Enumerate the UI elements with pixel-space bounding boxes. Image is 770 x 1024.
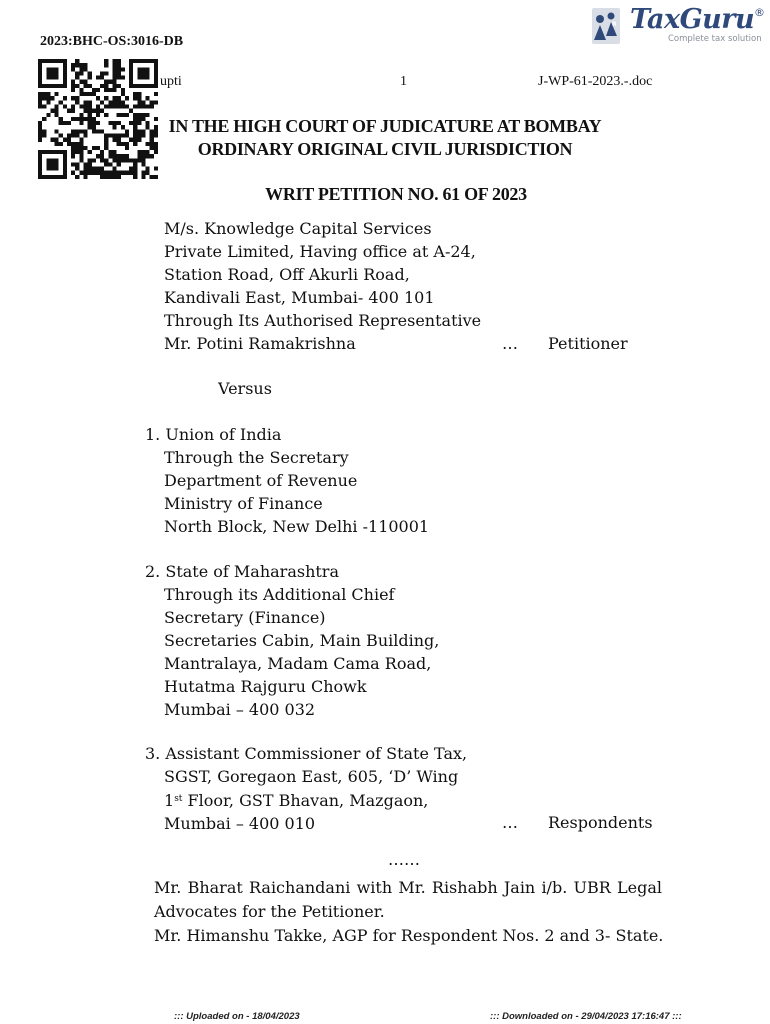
respondents-dots: … [502,813,518,832]
respondent-1-block [145,423,429,538]
floor-suffix: st [174,794,183,804]
counsel-line-3: Mr. Himanshu Takke, AGP for Respondent Nos. 2 and 3- State. [154,926,664,945]
counsel-line-2: Advocates for the Petitioner. [154,902,385,921]
respondent-line: Department of Revenue [164,471,358,490]
taxguru-logo [590,6,766,48]
petitioner-block [164,217,481,355]
counsel-word: Mr. [154,878,182,897]
respondent-3-block [145,742,467,835]
respondent-line: North Block, New Delhi -110001 [164,517,430,536]
petitioner-dots: … [502,334,518,353]
respondent-line: SGST, Goregaon East, 605, ‘D’ Wing [164,767,459,786]
versus-label: Versus [218,379,272,398]
petitioner-line: Through Its Authorised Representative [164,311,482,330]
respondent-line: 2. State of Maharashtra [145,562,339,581]
svg-text:R: R [612,21,617,28]
petitioner-line: Kandivali East, Mumbai- 400 101 [164,288,435,307]
respondents-role: Respondents [548,813,653,832]
counsel-word: Raichandani [248,878,351,897]
case-reference: 2023:BHC-OS:3016-DB [40,34,184,49]
header-left-tag: upti [160,74,182,89]
respondent-line: Ministry of Finance [164,494,323,513]
court-title-line2: ORDINARY ORIGINAL CIVIL JURISDICTION [197,139,573,159]
counsel-word: with [356,878,393,897]
counsel-word: Mr. [398,878,426,897]
page-number: 1 [400,74,407,89]
respondent-line: Secretary (Finance) [164,608,326,627]
respondent-floor-line [145,788,467,812]
counsel-word: UBR [573,878,611,897]
respondent-2-block [145,560,439,721]
logo-wordmark: TaxGuru [630,4,755,35]
floor-rest: Floor, GST Bhavan, Mazgaon, [182,791,429,810]
court-title-line1: IN THE HIGH COURT OF JUDICATURE AT BOMBAY [168,116,602,136]
counsel-word: i/b. [541,878,568,897]
respondent-line: Mumbai – 400 010 [164,814,316,833]
file-name: J-WP-61-2023.-.doc [538,74,653,89]
counsel-word: Bharat [187,878,243,897]
petitioner-role: Petitioner [548,334,628,353]
petitioner-line: Private Limited, Having office at A-24, [164,242,476,261]
counsel-word: Jain [503,878,536,897]
respondent-line: Hutatma Rajguru Chowk [164,677,367,696]
counsel-word: Rishabh [431,878,498,897]
respondent-line: 3. Assistant Commissioner of State Tax, [145,744,468,763]
respondent-line: Through its Additional Chief [164,585,395,604]
counsel-line-1 [154,878,662,897]
respondent-line: Mantralaya, Madam Cama Road, [164,654,432,673]
petition-number: WRIT PETITION NO. 61 OF 2023 [265,184,527,204]
respondent-line: Secretaries Cabin, Main Building, [164,631,440,650]
petitioner-line: Mr. Potini Ramakrishna [164,334,356,353]
respondent-line: Mumbai – 400 032 [164,700,316,719]
logo-tagline: Complete tax solution [668,34,762,44]
floor-number: 1 [164,791,175,810]
separator-dots: …… [388,850,420,869]
petitioner-line: M/s. Knowledge Capital Services [164,219,432,238]
respondent-line: 1. Union of India [145,425,282,444]
logo-registered-mark: ® [754,6,765,19]
counsel-word: Legal [616,878,662,897]
petitioner-line: Station Road, Off Akurli Road, [164,265,410,284]
downloaded-stamp: ::: Downloaded on - 29/04/2023 17:16:47 ::: [490,1011,682,1022]
respondent-line: Through the Secretary [164,448,349,467]
uploaded-stamp: ::: Uploaded on - 18/04/2023 [174,1011,300,1022]
